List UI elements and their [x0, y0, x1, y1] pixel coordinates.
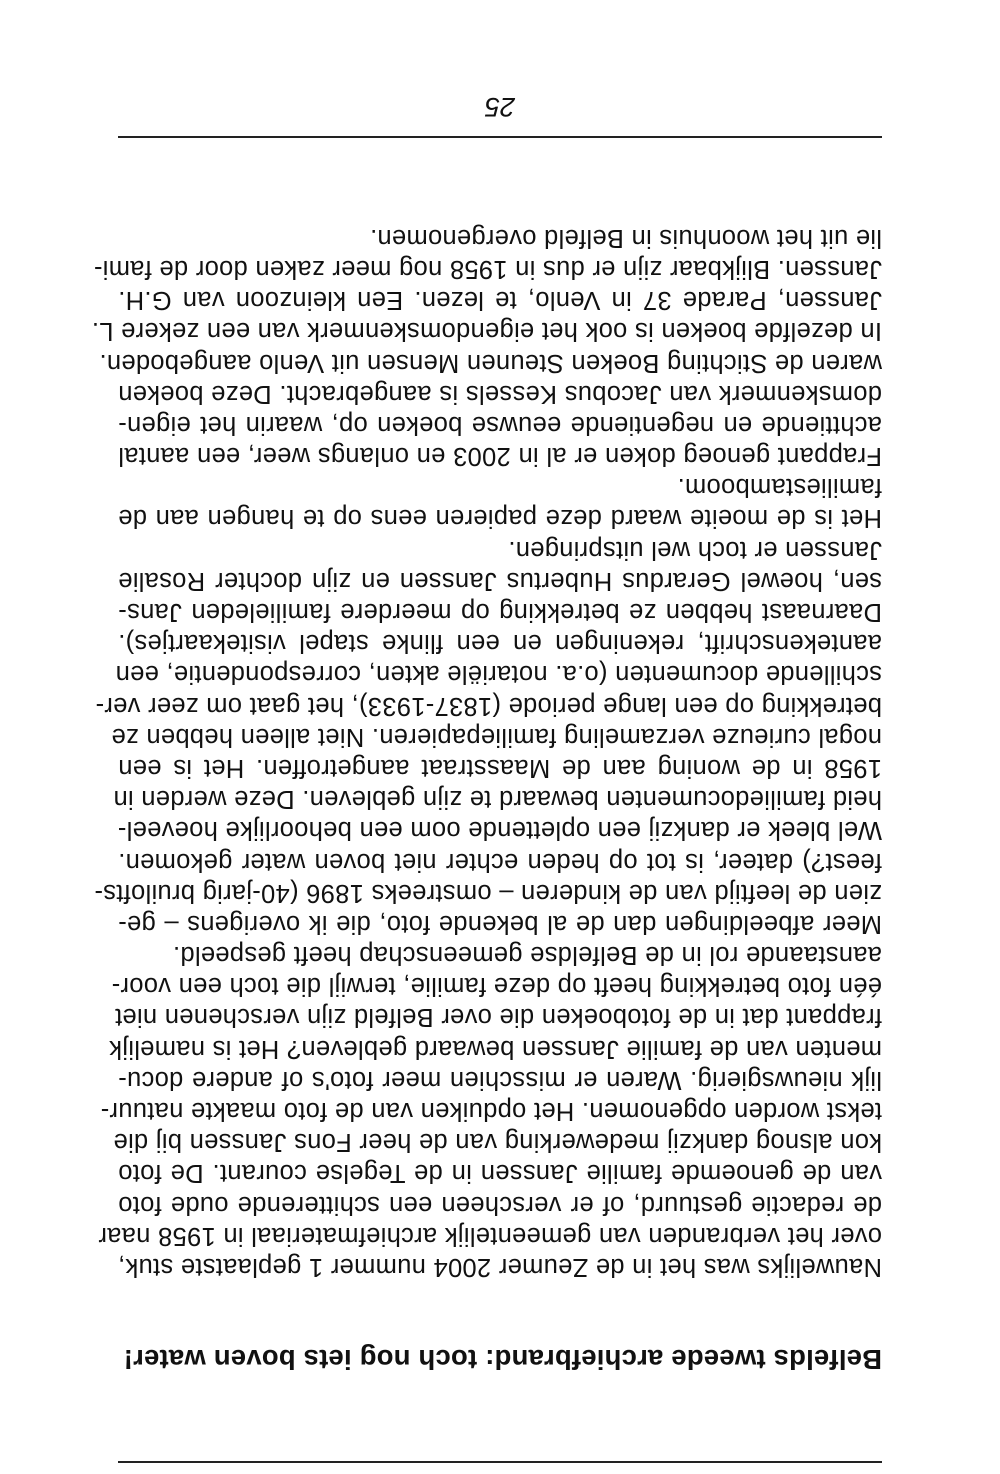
article-title: Belfelds tweede archiefbrand: toch nog iets boven water! [123, 1344, 882, 1375]
text-line: Janssen, Parade 37 in Venlo, te lezen. Een kleinzoon van G.H. [118, 286, 882, 315]
text-line: familiestamboom. [677, 473, 882, 502]
text-line: Meer afbeeldingen dan de al bekende foto, die ik overigens – ge- [118, 909, 882, 938]
text-line: van de genoemde familie Janssen in de Tegelse courant. De foto [118, 1159, 882, 1188]
paragraph [94, 534, 882, 939]
text-line: de redactie gestuurd, of er verscheen een schitterende oude foto [118, 1190, 882, 1219]
text-line: over het verbranden van gemeentelijk archiefmateriaal in 1958 naar [98, 1221, 882, 1250]
text-line: waren de Stichting Boeken Steunen Mensen uit Venlo aangeboden. [99, 348, 882, 377]
text-line: lie uit het woonhuis in Belfeld overgenomen. [369, 223, 882, 252]
text-line: Frappant genoeg doken er al in 2003 en onlangs weer, een aantal [118, 442, 882, 471]
paragraph [91, 222, 882, 472]
page-number: 25 [484, 92, 516, 122]
text-line: 1958 in de woning aan de Maasstraat aangetroffen. Het is een [118, 754, 882, 782]
text-line: lijk nieuwsgierig. Waren er misschien meer foto's of andere docu- [118, 1065, 882, 1094]
article-body [91, 222, 882, 1282]
text-line: tekst worden opgenomen. Het opduiken van de foto maakte natuur- [100, 1097, 882, 1126]
text-line: Janssen er toch wel uitspringen. [508, 535, 882, 564]
text-line: kon alsnog dankzij medewerking van de heer Fons Janssen bij die [113, 1128, 882, 1157]
text-line: Nauwelijks was het in de Zeumer 2004 nummer 1 geplaatste stuk, [117, 1253, 882, 1281]
text-line: nogal curieuze verzameling familiepapieren. Niet alleen hebben ze [111, 722, 882, 751]
text-line: domskenmerk van Jacobus Kessels is aangebracht. Deze boeken [118, 379, 882, 408]
text-line: heid familiedocumenten bewaard te zijn gebleven. Deze werden in [113, 785, 882, 814]
text-line: sen, hoewel Gerardus Hubertus Janssen en zijn dochter Rosalie [118, 566, 882, 595]
text-line: Wel bleek er dankzij een oplettende oom een behoorlijke hoeveel- [117, 816, 882, 845]
text-line: betrekking op een lange periode (1837-1933), het gaat om zeer ver- [95, 691, 882, 720]
text-line: zien de leeftijd van de kinderen – omstreeks 1896 (40-jarig bruilofts- [94, 878, 882, 907]
top-rule [118, 1461, 882, 1463]
text-line: Janssen. Blijkbaar zijn er dus in 1958 nog meer zaken door de fami- [93, 255, 882, 283]
text-line: feest?) dateer, is tot op heden echter niet boven water gekomen. [118, 847, 882, 876]
text-line: Daarnaast hebben ze betrekking op meerdere familieleden Jans- [118, 598, 882, 627]
text-line: achttiende en negentiende eeuwse boeken op, waarin het eigen- [118, 410, 882, 439]
text-line: In dezelfde boeken is ook het eigendomskenmerk van een zekere L. [91, 317, 882, 346]
bottom-rule [118, 136, 882, 138]
text-line: schillende documenten (o.a. notariële akten, correspondentie, een [115, 660, 882, 689]
text-line: menten van de familie Janssen bewaard gebleven? Het is namelijk [109, 1034, 882, 1063]
paragraph [118, 471, 882, 533]
paragraph [98, 939, 882, 1282]
text-line: frappant dat in de fotoboeken die over Belfeld zijn verschenen niet [114, 1003, 882, 1032]
text-line: aanstaande rol in de Belfeldse gemeenschap heeft gespeeld. [172, 941, 882, 970]
text-line: Het is de moeite waard deze papieren eens op te hangen aan de [118, 504, 882, 533]
text-line: één foto betrekking heeft op deze familie, terwijl die toch een voor- [111, 972, 882, 1001]
text-line: aantekenschrift, rekeningen en een flinke stapel visitekaartjes). [118, 629, 882, 658]
